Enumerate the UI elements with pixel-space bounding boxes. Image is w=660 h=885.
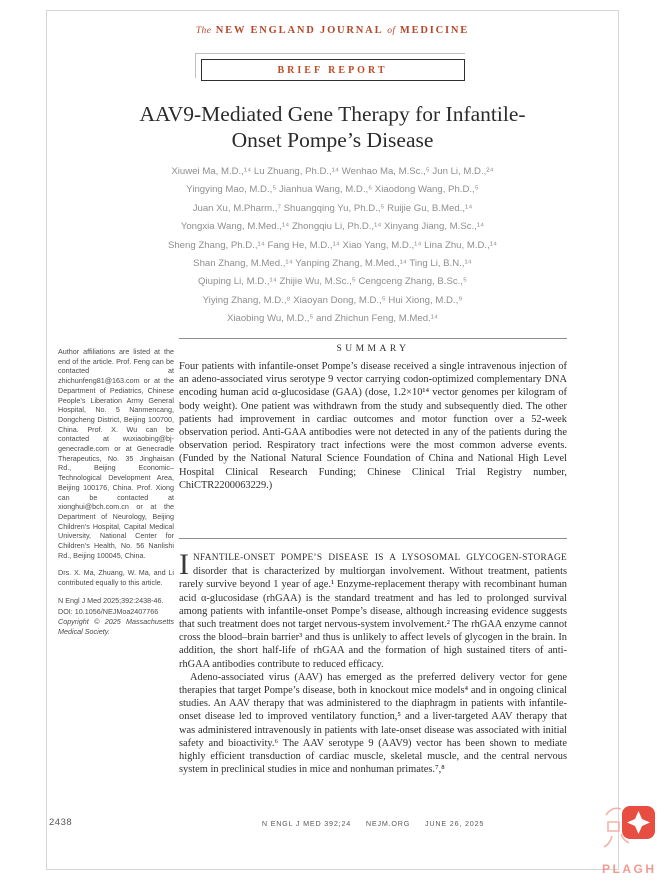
author-line: Yiying Zhang, M.D.,⁸ Xiaoyan Dong, M.D.,⁵ Hui Xiong, M.D.,⁹ — [202, 294, 463, 306]
author-line: Sheng Zhang, Ph.D.,¹⁴ Fang He, M.D.,¹⁴ Xiao Yang, M.D.,¹⁴ Lina Zhu, M.D.,¹⁴ — [167, 239, 498, 251]
title-line-2: Onset Pompe’s Disease — [231, 128, 434, 152]
footer-date: JUNE 26, 2025 — [425, 819, 485, 828]
journal-masthead — [47, 25, 618, 36]
article-title — [47, 101, 618, 153]
body-paragraph-1 — [179, 548, 567, 671]
citation-line: N Engl J Med 2025;392:2438-46. — [58, 595, 164, 605]
copyright-line: Copyright © 2025 Massachusetts Medical Society. — [58, 617, 174, 636]
body-paragraph-2: Adeno-associated virus (AAV) has emerged as the preferred delivery vector for gene therapies that target Pompe’s disease, both in knockout mice models⁴ and in ongoing clinical studies. An AAV therapy that was administered to the diaphragm in patients with infantile-onset disease led to improved ventilatory function,⁵ and a liver-targeted AAV therapy that was administered intravenously in patients with late-onset disease was associated with initial safety and bioactivity.⁶ The AAV serotype 9 (AAV9) vector has been shown to mediate highly efficient transduction of cardiac muscle, skeletal muscle, and the central nervous system in preclinical studies in mice and nonhuman primates.⁷,⁸ — [179, 671, 567, 776]
author-line: Yongxia Wang, M.Med.,¹⁴ Zhongqiu Li, Ph.D.,¹⁴ Xinyang Jiang, M.Sc.,¹⁴ — [180, 221, 485, 233]
author-line: Shan Zhang, M.Med.,¹⁴ Yanping Zhang, M.Med.,¹⁴ Ting Li, B.N.,¹⁴ — [193, 258, 472, 270]
sidebar-notes — [58, 347, 174, 638]
brief-report-box — [201, 59, 465, 81]
footer-site: NEJM.ORG — [365, 819, 411, 828]
brief-report-label: BRIEF REPORT — [277, 64, 388, 76]
summary-top-rule — [179, 338, 567, 339]
title-line-1: AAV9-Mediated Gene Therapy for Infantile- — [139, 102, 526, 126]
article-body — [179, 548, 567, 776]
summary-bottom-rule — [179, 538, 567, 539]
masthead-medicine: MEDICINE — [399, 25, 470, 36]
paragraph-1-text: disorder that is characterized by multiorgan involvement. Without treatment, patients rarely survive beyond 1 year of age.¹ Enzyme-replacement therapy with recombinant human acid α-glucosidase (rhGAA) is the standard treatment and has led to prolonged survival among patients with infantile-onset Pompe’s disease, although increasing evidence suggests that such treatment does not target nervous-system involvement.² The rhGAA enzyme cannot cross the blood–brain barrier³ and thus is unlikely to affect levels of glycogen in the brain. In addition, the short half-life of rhGAA and the formation of high sustained titers of anti-rhGAA antibodies contribute to reduced efficacy. — [179, 566, 567, 670]
summary-heading: SUMMARY — [336, 344, 410, 354]
hospital-watermark — [598, 800, 660, 880]
affiliations-note: Author affiliations are listed at the end of the article. Prof. Feng can be contacted at zhichunfeng81@163.com or at the Department of Pediatrics, Chinese People’s Liberation Army General Hospital, No. 5 Nanmencang, Dongcheng District, Beijing 100700, China. Prof. X. Wu can be contacted at wuxiaobing@bj-genecradle.com or at Genecradle Therapeutics, No. 35 Jinghaisan Rd., Beijing Economic–Technological Development Area, Beijing 100176, China. Prof. Xiong can be contacted at xionghui@bch.com.cn or at the Department of Neurology, Beijing Children’s Hospital, Capital Medical University, National Center for Children’s Health, No. 56 Nanlishi Rd., Beijing 100045, China. — [58, 347, 174, 560]
author-line: Xiaobing Wu, M.D.,⁵ and Zhichun Feng, M.Med.¹⁴ — [226, 313, 439, 325]
drop-cap: I — [179, 548, 189, 581]
author-line: Yingying Mao, M.D.,⁵ Jianhua Wang, M.D.,⁶ Xiaodong Wang, Ph.D.,⁵ — [186, 184, 479, 196]
author-line: Qiuping Li, M.D.,¹⁴ Zhijie Wu, M.Sc.,⁵ Cengceng Zhang, B.Sc.,⁵ — [198, 276, 467, 288]
lead-smallcaps: NFANTILE-ONSET POMPE’S DISEASE IS A LYSOSOMAL GLYCOGEN-STORAGE — [193, 553, 567, 563]
masthead-of: of — [387, 26, 396, 36]
authors-block — [47, 163, 618, 329]
paper-page — [46, 10, 619, 870]
author-line: Xiuwei Ma, M.D.,¹⁴ Lu Zhuang, Ph.D.,¹⁴ Wenhao Ma, M.Sc.,⁵ Jun Li, M.D.,²⁴ — [171, 166, 494, 177]
citation-block — [58, 596, 174, 637]
masthead-journal: NEW ENGLAND JOURNAL — [215, 25, 383, 36]
page-number: 2438 — [49, 817, 73, 828]
watermark-label: PLAGH — [602, 862, 657, 876]
contribution-note: Drs. X. Ma, Zhuang, W. Ma, and Li contributed equally to this article. — [58, 568, 174, 588]
watermark-graphic — [598, 800, 660, 880]
footer-running-line — [179, 819, 567, 828]
doi-line: DOI: 10.1056/NEJMoa2407766 — [58, 606, 159, 616]
masthead-the: The — [195, 26, 212, 36]
author-line: Juan Xu, M.Pharm.,⁷ Shuangqing Yu, Ph.D.,⁵ Ruijie Gu, B.Med.,¹⁴ — [192, 202, 473, 214]
footer-journal-ref: N ENGL J MED 392;24 — [261, 819, 352, 828]
summary-paragraph: Four patients with infantile-onset Pompe’s disease received a single intravenous injection of an adeno-associated virus serotype 9 vector carrying codon-optimized complementary DNA encoding human acid α-glucosidase (GAA) (dose, 1.2×10¹⁴ vector genomes per kilogram of body weight). One patient was withdrawn from the study and subsequently died. The other patients had improvement in cardiac outcomes and motor function over a 52-week observation period. Anti-GAA antibodies were not detected in any of the patients during the observation period. Respiratory tract infections were the most common adverse events. (Funded by the National Natural Science Foundation of China and National High Level Hospital Clinical Research Funding; Chinese Clinical Trial Registry number, ChiCTR2200063229.) — [179, 361, 567, 491]
